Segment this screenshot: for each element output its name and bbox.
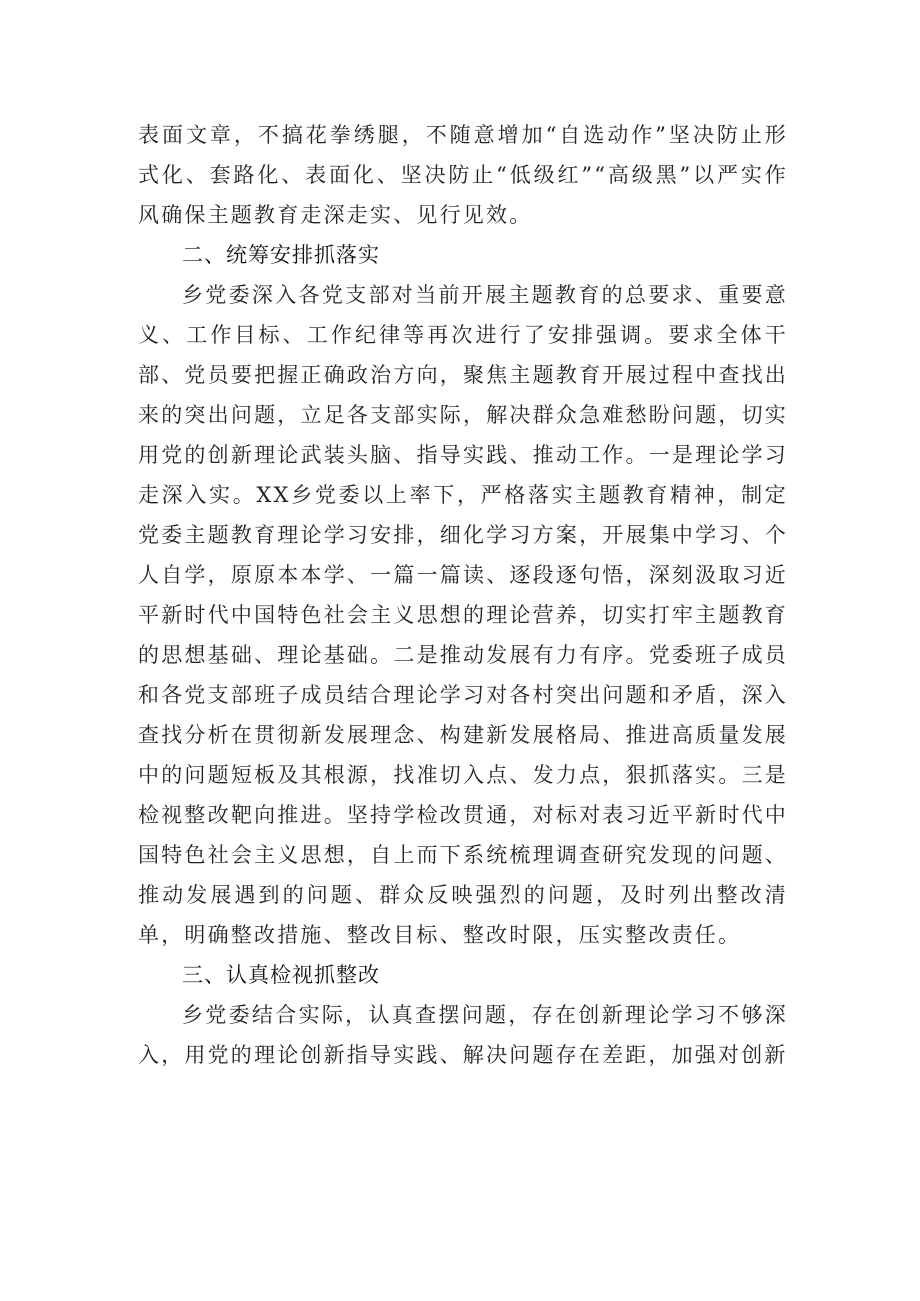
section-3-paragraph: 乡党委结合实际，认真查摆问题，存在创新理论学习不够深入，用党的理论创新指导实践、解决问题存在差距，加强对创新 (138, 1003, 788, 1067)
section-heading-2: 二、统筹安排抓落实 (182, 243, 380, 267)
section-2-paragraph: 乡党委深入各党支部对当前开展主题教育的总要求、重要意义、工作目标、工作纪律等再次进行了安排强调。要求全体干部、党员要把握正确政治方向，聚焦主题教育开展过程中查找出来的突出问题，立足各支部实际，解决群众急难愁盼问题，切实用党的创新理论武装头脑、指导实践、推动工作。一是理论学习走深入实。XX乡党委以上率下，严格落实主题教育精神，制定党委主题教育理论学习安排，细化学习方案，开展集中学习、个人自学，原原本本学、一篇一篇读、逐段逐句悟，深刻汲取习近平新时代中国特色社会主义思想的理论营养，切实打牢主题教育的思想基础、理论基础。二是推动发展有力有序。党委班子成员和各党支部班子成员结合理论学习对各村突出问题和矛盾，深入查找分析在贯彻新发展理念、构建新发展格局、推进高质量发展中的问题短板及其根源，找准切入点、发力点，狠抓落实。三是检视整改靶向推进。坚持学检改贯通，对标对表习近平新时代中国特色社会主义思想，自上而下系统梳理调查研究发现的问题、推动发展遇到的问题、群众反映强烈的问题，及时列出整改清单，明确整改措施、整改目标、整改时限，压实整改责任。 (138, 283, 788, 947)
intro-paragraph: 表面文章，不搞花拳绣腿，不随意增加“自选动作”坚决防止形式化、套路化、表面化、坚决防止“低级红”“高级黑”以严实作风确保主题教育走深走实、见行见效。 (138, 123, 788, 227)
document-body (138, 115, 788, 1075)
section-heading-3: 三、认真检视抓整改 (182, 963, 380, 987)
